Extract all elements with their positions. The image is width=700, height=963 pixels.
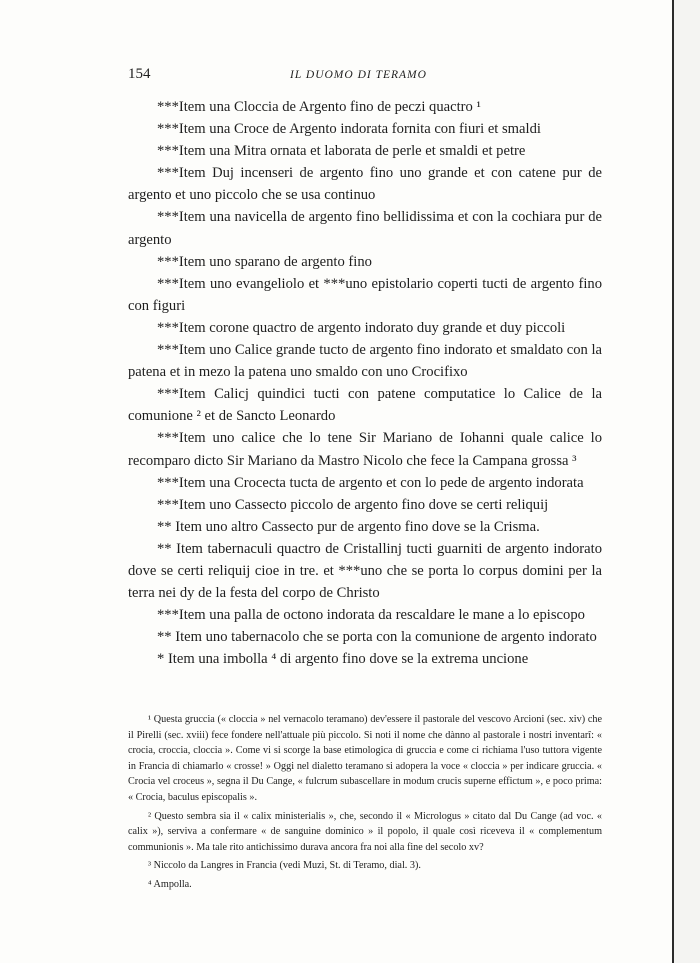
inventory-item: ** Item uno altro Cassecto pur de argento fino dove se la Crisma. [157, 518, 540, 535]
inventory-item: ***Item una Croce de Argento indorata fornita con fiuri et smaldi [157, 121, 541, 138]
footnotes [128, 712, 602, 896]
inventory-item: ***Item una Cloccia de Argento fino de peczi quactro ¹ [157, 99, 481, 115]
inventory-text [128, 96, 602, 670]
page-header [128, 66, 602, 86]
inventory-item: ** Item tabernaculi quactro de Cristallinj tucti guarniti de argento indorato dove se certi reliquij cioe in tre. et ***uno che se porta lo corpus domini per la terra nei dy de la festa del corpo de Christo [128, 540, 602, 602]
inventory-item: ***Item Calicj quindici tucti con patene computatice lo Calice de la comunione ² et de Sancto Leonardo [128, 386, 602, 425]
inventory-item: ***Item una Crocecta tucta de argento et con lo pede de argento indorata [157, 474, 584, 491]
inventory-item: ***Item uno evangeliolo et ***uno epistolario coperti tucti de argento fino con figuri [128, 275, 602, 314]
page-number: 154 [128, 66, 151, 82]
footnote: ³ Niccolo da Langres in Francia (vedi Muzi, St. di Teramo, dial. 3). [148, 860, 421, 872]
inventory-item: ***Item una Mitra ornata et laborata de perle et smaldi et petre [157, 143, 526, 160]
inventory-item: ***Item Duj incenseri de argento fino uno grande et con catene pur de argento et uno piccolo che se usa continuo [128, 165, 602, 204]
footnote: ¹ Questa gruccia (« cloccia » nel vernacolo teramano) dev'essere il pastorale del vescovo Arcioni (sec. xiv) che il Pirelli (sec. xviii) fece fondere nell'attuale più piccolo. Si noti il nome che dànno al pastorale i nostri inventarî: « crocia, croccia, cloccia ». Come vi si scorge la base etimologica di gruccia e come ci richiama l'uso tuttora vigente in Francia di chiamarlo « crosse! » Oggi nel dialetto teramano si adopera la voce « cloccia » per indicare gruccia. « Crocia vel croceus », segna il Du Cange, « fulcrum subascellare in modum crucis superne effictum », e poco prima: « Crocia, baculus episcopalis ». [128, 714, 602, 803]
inventory-item: ***Item uno Calice grande tucto de argento fino indorato et smaldato con la patena et in mezo la patena uno smaldo con uno Crocifixo [128, 342, 602, 381]
inventory-item: ***Item una palla de octono indorata da rescaldare le mane a lo episcopo [157, 607, 585, 624]
inventory-item: ***Item una navicella de argento fino bellidissima et con la cochiara pur de argento [128, 209, 602, 248]
page-edge [672, 0, 674, 963]
footnote: ² Questo sembra sia il « calix ministerialis », che, secondo il « Micrologus » citato dal Du Cange (ad voc. « calix »), serviva a confermare « de sanguine dominico » il popolo, il quale così riceveva il « complementum communionis ». Ma tale rito antichissimo durava ancora fra noi alla fine del secolo xv? [128, 810, 602, 853]
running-title: IL DUOMO DI TERAMO [290, 69, 427, 81]
inventory-item: ***Item corone quactro de argento indorato duy grande et duy piccoli [157, 319, 566, 336]
inventory-item: ***Item uno calice che lo tene Sir Mariano de Iohanni quale calice lo recomparo dicto Sir Mariano da Mastro Nicolo che fece la Campana grossa ³ [128, 430, 602, 469]
inventory-item: ** Item uno tabernacolo che se porta con la comunione de argento indorato [157, 629, 597, 646]
footnote: ⁴ Ampolla. [148, 878, 192, 890]
inventory-item: ***Item uno sparano de argento fino [157, 253, 372, 270]
page-edge-shadow [674, 0, 700, 963]
inventory-item: ***Item uno Cassecto piccolo de argento fino dove se certi reliquij [157, 496, 549, 513]
inventory-item: * Item una imbolla ⁴ di argento fino dove se la extrema uncione [157, 651, 529, 668]
